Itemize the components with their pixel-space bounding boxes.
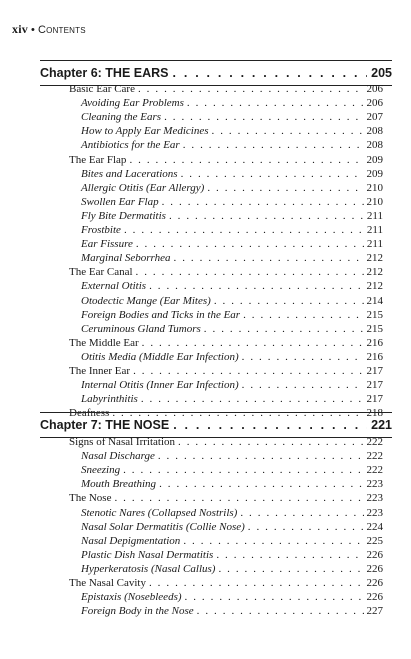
toc-subsection-entry[interactable] (81, 110, 383, 124)
toc-subsection-entry[interactable] (81, 209, 383, 223)
toc-subsection-entry[interactable] (81, 294, 383, 308)
dot-leader (212, 124, 364, 138)
entry-title: Allergic Otitis (Ear Allergy) (81, 181, 205, 194)
bullet-separator: • (30, 24, 35, 36)
toc-subsection-entry[interactable] (81, 279, 383, 293)
entry-title: Labyrinthitis (81, 393, 138, 406)
dot-leader (207, 181, 363, 195)
entry-title: Cleaning the Ears (81, 111, 162, 124)
entry-title: Nasal Depigmentation (81, 534, 181, 547)
dot-leader (149, 576, 364, 590)
entry-page-number: 211 (366, 224, 383, 236)
toc-section-entry[interactable] (69, 576, 383, 590)
toc-subsection-entry[interactable] (81, 251, 383, 265)
entry-title: Marginal Seborrhea (81, 252, 171, 265)
toc-subsection-entry[interactable] (81, 534, 383, 548)
toc-subsection-entry[interactable] (81, 195, 383, 209)
running-title: Contents (38, 24, 86, 36)
entry-page-number: 214 (366, 294, 383, 307)
dot-leader (181, 167, 364, 181)
entry-title: The Nasal Cavity (69, 577, 146, 589)
entry-title: Swollen Ear Flap (81, 195, 159, 208)
entry-title: The Ear Flap (69, 153, 127, 166)
toc-subsection-entry[interactable] (81, 237, 383, 251)
toc-section-entry[interactable] (69, 336, 383, 350)
entry-title: Ear Fissure (81, 238, 133, 251)
dot-leader (164, 110, 363, 124)
entry-page-number: 206 (366, 83, 383, 95)
entry-page-number: 207 (366, 111, 383, 124)
entry-title: Nasal Solar Dermatitis (Collie Nose) (81, 520, 245, 533)
dot-leader (133, 364, 363, 378)
entry-title: The Middle Ear (69, 336, 139, 349)
dot-leader (183, 534, 363, 548)
entry-page-number: 216 (366, 336, 383, 349)
dot-leader (123, 463, 363, 477)
toc-subsection-entry[interactable] (81, 124, 383, 138)
entry-page-number: 210 (366, 181, 383, 194)
chapter-page-number: 221 (371, 418, 392, 432)
entry-title: Bites and Lacerations (81, 167, 178, 180)
toc-subsection-entry[interactable] (81, 223, 383, 237)
toc-section-entry[interactable] (69, 364, 383, 378)
dot-leader (242, 378, 364, 392)
dot-leader (149, 279, 363, 293)
toc-section-entry[interactable] (69, 82, 383, 96)
toc-subsection-entry[interactable] (81, 590, 383, 604)
dot-leader (142, 336, 364, 350)
toc-subsection-entry[interactable] (81, 167, 383, 181)
dot-leader (197, 604, 364, 618)
entry-title: The Nose (69, 492, 112, 505)
entry-page-number: 211 (366, 238, 383, 251)
entry-page-number: 226 (366, 577, 383, 589)
entry-page-number: 217 (366, 393, 383, 406)
entry-page-number: 208 (366, 139, 383, 152)
entry-title: Stenotic Nares (Collapsed Nostrils) (81, 506, 238, 519)
entry-title: Hyperkeratosis (Nasal Callus) (81, 562, 216, 575)
entry-title: Internal Otitis (Inner Ear Infection) (81, 379, 239, 392)
entry-page-number: 212 (366, 252, 383, 265)
dot-leader (162, 195, 364, 209)
toc-subsection-entry[interactable] (81, 392, 383, 406)
toc-subsection-entry[interactable] (81, 96, 383, 110)
dot-leader (158, 449, 364, 463)
dot-leader (216, 548, 363, 562)
entry-page-number: 226 (366, 591, 383, 604)
entry-title: Basic Ear Care (69, 83, 135, 95)
dot-leader (185, 590, 364, 604)
dot-leader (159, 477, 363, 491)
dot-leader (173, 66, 368, 80)
toc-subsection-entry[interactable] (81, 463, 383, 477)
entry-title: Plastic Dish Nasal Dermatitis (81, 548, 214, 561)
toc-subsection-entry[interactable] (81, 322, 383, 336)
folio: xiv (12, 22, 28, 36)
entry-page-number: 218 (366, 407, 383, 420)
dot-leader (187, 96, 364, 110)
entry-page-number: 223 (366, 506, 383, 519)
toc-section-entry[interactable] (69, 265, 383, 279)
chapter-title: Chapter 6: THE EARS (40, 66, 169, 80)
dot-leader (169, 209, 364, 223)
entry-page-number: 222 (366, 464, 383, 477)
toc-subsection-entry[interactable] (81, 138, 383, 152)
toc-subsection-entry[interactable] (81, 350, 383, 364)
entry-title: Frostbite (81, 224, 121, 236)
entry-page-number: 222 (366, 436, 383, 448)
toc-subsection-entry[interactable] (81, 449, 383, 463)
entry-page-number: 211 (366, 209, 383, 222)
entry-title: Avoiding Ear Problems (81, 97, 184, 110)
entry-page-number: 226 (366, 562, 383, 575)
entry-page-number: 208 (366, 125, 383, 138)
entry-page-number: 209 (366, 153, 383, 166)
dot-leader (204, 322, 364, 336)
entry-title: Otitis Media (Middle Ear Infection) (81, 350, 239, 363)
entry-page-number: 212 (366, 280, 383, 293)
entry-page-number: 223 (366, 478, 383, 491)
dot-leader (174, 251, 364, 265)
toc-section-entry[interactable] (69, 435, 383, 449)
entry-title: Deafness (69, 407, 110, 420)
entry-page-number: 222 (366, 450, 383, 463)
toc-subsection-entry[interactable] (81, 477, 383, 491)
entry-page-number: 210 (366, 195, 383, 208)
toc-subsection-entry[interactable] (81, 181, 383, 195)
entry-title: Fly Bite Dermatitis (81, 209, 166, 222)
dot-leader (141, 392, 364, 406)
entry-title: Epistaxis (Nosebleeds) (81, 591, 182, 604)
dot-leader (243, 308, 363, 322)
entry-page-number: 217 (366, 365, 383, 377)
entry-page-number: 226 (366, 548, 383, 561)
toc-subsection-entry[interactable] (81, 562, 383, 576)
toc-subsection-entry[interactable] (81, 308, 383, 322)
dot-leader (173, 418, 367, 432)
dot-leader (214, 294, 364, 308)
dot-leader (178, 435, 363, 449)
toc-section-entry[interactable] (69, 491, 383, 505)
entry-title: The Inner Ear (69, 365, 131, 377)
toc-subsection-entry[interactable] (81, 520, 383, 534)
entry-title: Mouth Breathing (81, 478, 157, 491)
entry-title: How to Apply Ear Medicines (81, 125, 209, 138)
toc-subsection-entry[interactable] (81, 604, 383, 618)
entry-page-number: 212 (366, 266, 383, 279)
entry-page-number: 224 (366, 520, 383, 533)
entry-title: Sneezing (81, 464, 121, 477)
entry-page-number: 217 (366, 379, 383, 392)
dot-leader (218, 562, 363, 576)
entry-page-number: 223 (366, 492, 383, 505)
entry-title: External Otitis (81, 280, 147, 293)
entry-title: The Ear Canal (69, 266, 133, 279)
entry-page-number: 227 (366, 605, 383, 618)
dot-leader (240, 506, 363, 520)
dot-leader (138, 82, 364, 96)
toc-subsection-entry[interactable] (81, 378, 383, 392)
dot-leader (129, 153, 363, 167)
running-head (12, 22, 86, 37)
entry-title: Foreign Body in the Nose (81, 605, 194, 618)
entry-page-number: 206 (366, 97, 383, 110)
chapter-page-number: 205 (371, 66, 392, 80)
entry-page-number: 215 (366, 308, 383, 321)
toc-section-entry[interactable] (69, 153, 383, 167)
entry-title: Antibiotics for the Ear (81, 139, 180, 152)
dot-leader (136, 265, 364, 279)
entry-title: Nasal Discharge (81, 450, 155, 463)
entry-title: Otodectic Mange (Ear Mites) (81, 294, 211, 307)
entry-title: Ceruminous Gland Tumors (81, 322, 201, 335)
chapter-title: Chapter 7: THE NOSE (40, 418, 170, 432)
entry-title: Foreign Bodies and Ticks in the Ear (81, 308, 241, 321)
dot-leader (248, 520, 364, 534)
toc-subsection-entry[interactable] (81, 548, 383, 562)
entry-page-number: 225 (366, 534, 383, 547)
entry-page-number: 215 (366, 322, 383, 335)
dot-leader (136, 237, 364, 251)
dot-leader (242, 350, 364, 364)
entry-page-number: 216 (366, 350, 383, 363)
dot-leader (124, 223, 364, 237)
entry-title: Signs of Nasal Irritation (69, 436, 176, 448)
dot-leader (114, 491, 363, 505)
entry-page-number: 209 (366, 167, 383, 180)
dot-leader (183, 138, 364, 152)
toc-subsection-entry[interactable] (81, 506, 383, 520)
